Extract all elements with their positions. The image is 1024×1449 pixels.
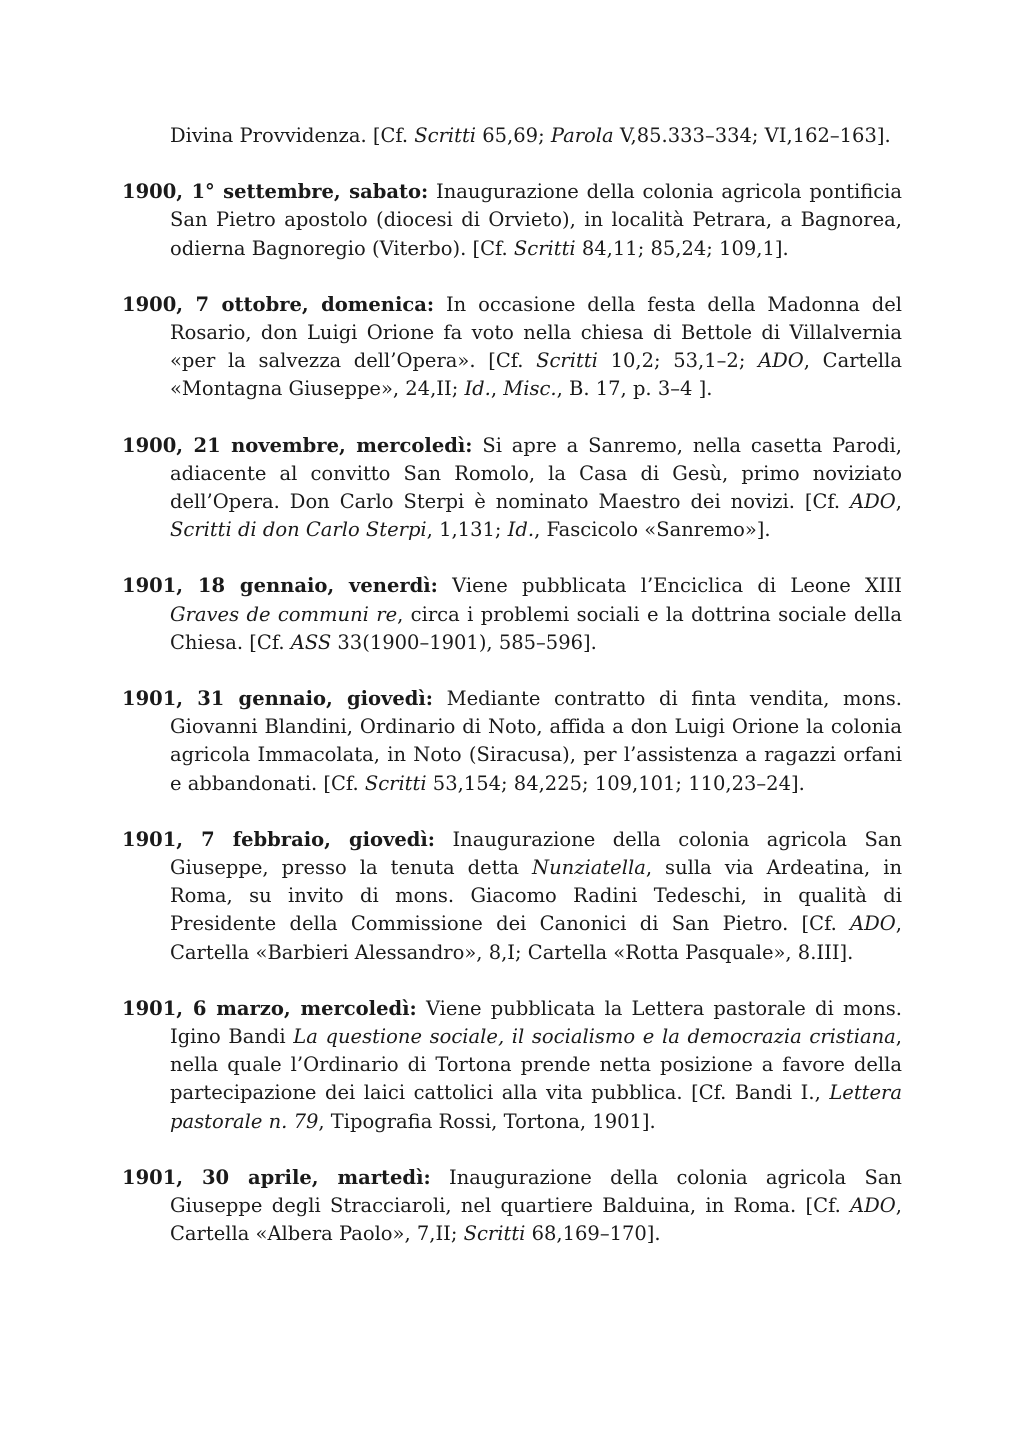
entry-date: 1901, 18 gennaio, venerdì:: [122, 574, 438, 598]
chronology-entry: [122, 685, 902, 798]
chronology-entry: [122, 291, 902, 404]
italic-text: Lettera pastorale n. 79: [170, 1081, 902, 1133]
italic-text: ADO: [850, 1194, 896, 1218]
italic-text: Scritti: [463, 1222, 526, 1246]
document-page: [122, 122, 902, 1277]
entry-text: In occasione della festa della Madonna del Rosario, don Luigi Orione fa voto nella chiesa di Bettole di Villalvernia «per la salvezza dell’Opera». [Cf.: [170, 292, 902, 373]
entry-text: Inaugurazione della colonia agricola pontificia San Pietro apostolo (diocesi di Orvieto), in località Petrara, a Bagnorea, odierna Bagnoregio (Viterbo). [Cf.: [170, 180, 903, 260]
italic-text: ADO: [850, 912, 896, 936]
entry-text: Viene pubblicata l’Enciclica di Leone XIII: [437, 574, 902, 598]
italic-text: Misc.: [503, 377, 557, 401]
italic-text: ASS: [290, 630, 332, 654]
italic-text: Scritti di don Carlo Sterpi: [170, 518, 427, 542]
italic-text: Scritti: [513, 236, 576, 260]
entry-date: 1901, 7 febbraio, giovedì:: [122, 827, 435, 851]
entry-date: 1901, 31 gennaio, giovedì:: [122, 687, 434, 711]
entry-text: , 1,131;: [426, 518, 508, 542]
entry-text: , Tipografia Rossi, Tortona, 1901].: [318, 1109, 656, 1133]
entry-text: , Cartella «Barbieri Alessandro», 8,I; Cartella «Rotta Pasquale», 8.III].: [170, 912, 902, 964]
italic-text: ADO: [850, 490, 896, 514]
entry-text: V,85.333–334; VI,162–163].: [613, 124, 891, 147]
entry-text: ,: [490, 377, 504, 401]
entry-text: Inaugurazione della colonia agricola San Giuseppe degli Stracciaroli, nel quartiere Balduina, in Roma. [Cf.: [170, 1165, 902, 1218]
entry-text: Inaugurazione della colonia agricola San Giuseppe, presso la tenuta detta: [170, 827, 902, 880]
entry-date: 1901, 6 marzo, mercoledì:: [122, 996, 417, 1020]
entry-text: , sulla via Ardeatina, in Roma, su invito di mons. Giacomo Radini Tedeschi, in qualità di Presidente della Commissione dei Canonici di San Pietro. [Cf.: [170, 856, 903, 936]
entry-text: Si apre a Sanremo, nella casetta Parodi, adiacente al convitto San Romolo, la Casa di Gesù, primo noviziato dell’Opera. Don Carlo Sterpi è nominato Maestro dei novizi. [Cf.: [170, 433, 902, 514]
entry-text: Mediante contratto di finta vendita, mons. Giovanni Blandini, Ordinario di Noto, affida a don Luigi Orione la colonia agricola Immacolata, in Noto (Siracusa), per l’assistenza a ragazzi orfani e abbandonati. [Cf.: [170, 687, 902, 795]
italic-text: Scritti: [364, 771, 427, 795]
italic-text: Scritti: [536, 349, 598, 373]
entry-text: 68,169–170].: [525, 1222, 661, 1246]
entry-date: 1901, 30 aprile, martedì:: [122, 1165, 431, 1189]
entry-text: ,: [895, 490, 902, 514]
entry-text: , Fascicolo «Sanremo»].: [534, 518, 771, 542]
entry-text: , circa i problemi sociali e la dottrina sociale della Chiesa. [Cf.: [170, 602, 902, 654]
italic-text: Id.: [507, 518, 535, 542]
italic-text: ADO: [758, 349, 804, 373]
entry-date: 1900, 21 novembre, mercoledì:: [122, 433, 473, 457]
italic-text: Id.: [464, 377, 491, 401]
entry-text: , nella quale l’Ordinario di Tortona prende netta posizione a favore della partecipazione dei laici cattolici alla vita pubblica. [Cf. Bandi I.,: [170, 1025, 902, 1105]
entry-date: 1900, 1° settembre, sabato:: [122, 180, 429, 204]
chronology-entry: [122, 432, 902, 545]
entry-text: 65,69;: [476, 124, 551, 147]
entry-text: Viene pubblicata la Lettera pastorale di mons. Igino Bandi: [170, 996, 902, 1049]
entry-date: 1900, 7 ottobre, domenica:: [122, 292, 435, 316]
chronology-entry: [122, 1164, 902, 1249]
chronology-entry: [122, 572, 902, 657]
italic-text: Scritti: [414, 124, 477, 147]
entry-text: 53,154; 84,225; 109,101; 110,23–24].: [426, 771, 805, 795]
entry-text: 10,2; 53,1–2;: [597, 349, 759, 373]
entry-text: , B. 17, p. 3–4 ].: [556, 377, 713, 401]
chronology-entry: [122, 178, 902, 263]
italic-text: Parola: [550, 124, 614, 147]
entry-text: , Cartella «Montagna Giuseppe», 24,II;: [170, 349, 902, 401]
continuation-paragraph: [122, 122, 902, 150]
chronology-entry: [122, 826, 902, 967]
italic-text: La questione sociale, il socialismo e la democrazia cristiana: [293, 1025, 896, 1049]
chronology-entry: [122, 995, 902, 1136]
entry-text: 33(1900–1901), 585–596].: [331, 630, 597, 654]
italic-text: Nunziatella: [532, 856, 646, 880]
entry-text: , Cartella «Albera Paolo», 7,II;: [170, 1194, 902, 1246]
entry-text: 84,11; 85,24; 109,1].: [575, 236, 789, 260]
entry-text: Divina Provvidenza. [Cf.: [170, 124, 415, 147]
italic-text: Graves de communi re: [170, 602, 398, 626]
